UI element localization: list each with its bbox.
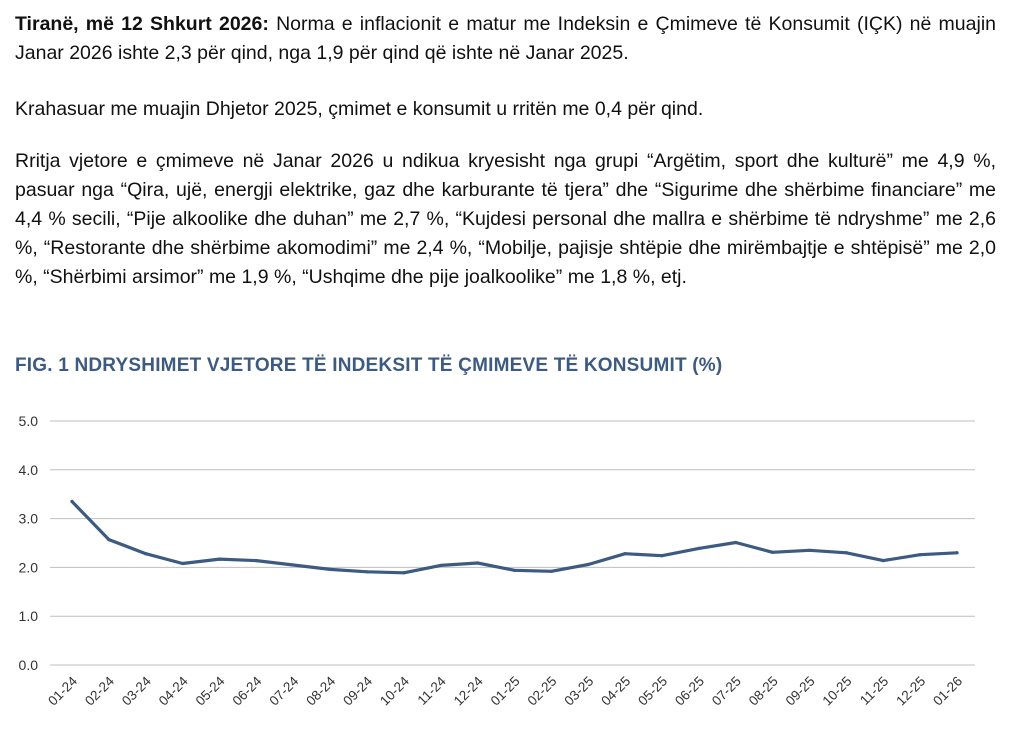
x-tick-label: 12-24: [450, 673, 486, 709]
x-tick-label: 11-25: [857, 673, 892, 708]
y-tick-label: 4.0: [18, 461, 38, 478]
y-tick-label: 0.0: [18, 657, 38, 673]
x-tick-label: 10-24: [376, 673, 412, 709]
x-tick-label: 07-25: [708, 673, 744, 709]
data-point: [734, 541, 737, 544]
data-point: [476, 561, 479, 564]
x-tick-label: 02-24: [81, 673, 117, 709]
x-tick-label: 04-24: [155, 673, 191, 709]
paragraph-groups: Rritja vjetore e çmimeve në Janar 2026 u ndikua kryesisht nga grupi “Argëtim, sport dhe kulturë” me 4,9 %, pasuar nga “Qira, ujë, energji elektrike, gaz dhe karburante të tjera” dhe “Sigurime dhe shërbime financiare” me 4,4 % secili, “Pije alkoolike dhe duhan” me 2,7 %, “Kujdesi personal dhe mallra e shërbime të ndryshme” me 2,6 %, “Restorante dhe shërbime akomodimi” me 2,4 %, “Mobilje, pajisje shtëpie dhe mirëmbajtje e shtëpisë” me 2,0 %, “Shërbimi arsimor” me 1,9 %, “Ushqime dhe pije joalkoolike” me 1,8 %, etj.: [15, 150, 996, 288]
data-point: [107, 538, 110, 541]
data-point: [181, 562, 184, 565]
x-tick-label: 02-25: [524, 673, 560, 709]
x-tick-label: 10-25: [819, 673, 855, 709]
cpi-line-chart: [0, 400, 1024, 751]
dateline: Tiranë, më 12 Shkurt 2026:: [15, 13, 269, 35]
x-tick-label: 03-24: [118, 673, 154, 709]
y-tick-label: 5.0: [18, 413, 38, 429]
data-point: [218, 558, 221, 561]
data-point: [255, 559, 258, 562]
x-axis-ticks: [45, 673, 965, 708]
x-tick-label: 03-25: [561, 673, 597, 709]
y-tick-label: 2.0: [18, 559, 38, 576]
y-axis-ticks: [19, 413, 39, 673]
data-point: [70, 500, 73, 503]
data-point: [955, 551, 958, 554]
data-point: [365, 570, 368, 573]
x-tick-label: 06-25: [671, 673, 707, 709]
paragraph-intro: [15, 10, 996, 68]
x-tick-label: 08-25: [745, 673, 781, 709]
data-point: [771, 551, 774, 554]
x-tick-label: 05-25: [635, 673, 671, 709]
data-point: [697, 547, 700, 550]
data-point: [845, 551, 848, 554]
data-point: [292, 563, 295, 566]
x-tick-label: 11-24: [414, 673, 449, 708]
data-point: [660, 554, 663, 557]
x-tick-label: 08-24: [303, 673, 339, 709]
data-point: [624, 552, 627, 555]
data-point: [144, 552, 147, 555]
data-point: [402, 571, 405, 574]
data-point: [439, 564, 442, 567]
x-tick-label: 04-25: [598, 673, 634, 709]
x-tick-label: 09-24: [340, 673, 376, 709]
figure-title: FIG. 1 NDRYSHIMET VJETORE TË INDEKSIT TË ÇMIMEVE TË KONSUMIT (%): [15, 355, 723, 376]
data-point: [587, 563, 590, 566]
series-line: [72, 502, 957, 573]
x-tick-label: 01-26: [930, 673, 966, 709]
y-tick-label: 1.0: [18, 608, 38, 625]
x-tick-label: 07-24: [266, 673, 302, 709]
x-tick-label: 06-24: [229, 673, 265, 709]
data-point: [808, 549, 811, 552]
x-tick-label: 09-25: [782, 673, 818, 709]
x-tick-label: 12-25: [893, 673, 929, 709]
data-point: [882, 559, 885, 562]
series-layer: [70, 500, 958, 574]
paragraph-intro-text: Norma e inflacionit e matur me Indeksin e Çmimeve të Konsumit (IÇK) në muajin Janar 2026 ishte 2,3 për qind, nga 1,9 për qind që ishte në Janar 2025.: [15, 13, 996, 64]
data-point: [513, 569, 516, 572]
x-tick-label: 05-24: [192, 673, 228, 709]
data-point: [550, 570, 553, 573]
data-point: [329, 568, 332, 571]
x-tick-label: 01-25: [487, 673, 523, 709]
y-tick-label: 3.0: [18, 510, 38, 527]
gridlines: [50, 421, 975, 665]
data-point: [919, 553, 922, 556]
x-tick-label: 01-24: [45, 673, 81, 709]
paragraph-monthly: Krahasuar me muajin Dhjetor 2025, çmimet e konsumit u rritën me 0,4 për qind.: [15, 98, 704, 120]
